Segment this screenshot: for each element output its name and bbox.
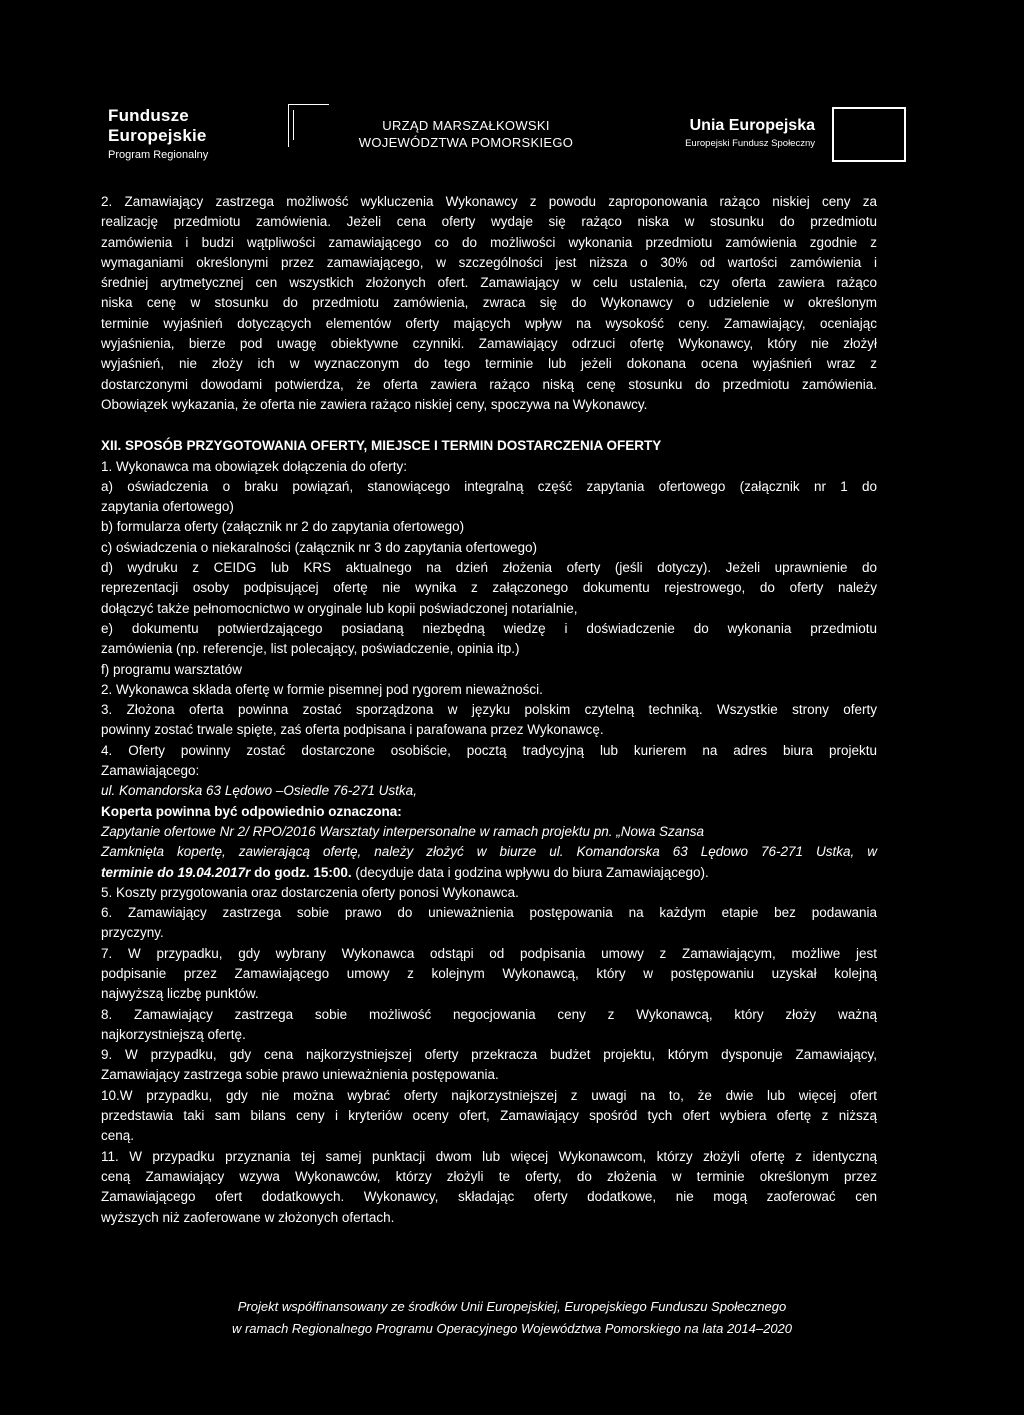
text-line: najkorzystniejszą ofertę. xyxy=(101,1026,246,1042)
text-line: wyjaśnień, nie złoży ich w wyznaczonym do tego terminie lub jeżeli dokonana ocena wyjaśnień wraz z xyxy=(101,356,877,372)
text-line: ceną Zamawiający wzywa Wykonawców, którzy złożyli te oferty, do złożenia w terminie określonym przez xyxy=(101,1168,877,1184)
text-line: reprezentacji osoby podpisującej ofertę nie wynika z załączonego dokumentu rejestrowego, do oferty należy xyxy=(101,580,877,596)
text-line: dołączyć także pełnomocnictwo w oryginale lub kopii poświadczonej notarialnie, xyxy=(101,600,578,616)
text-line: Zamawiający zastrzega sobie prawo unieważnienia postępowania. xyxy=(101,1067,499,1083)
text-line: przedstawia taki sam bilans ceny i kryteriów oceny ofert, Zamawiający spośród tych ofert wybiera ofertę z niższą xyxy=(101,1108,877,1124)
urzad-logo-bracket-inner xyxy=(293,110,294,140)
page-footer xyxy=(0,1296,1024,1340)
deadline-time: do godz. 15:00. xyxy=(250,864,352,880)
text-line: Zapytanie ofertowe Nr 2/ RPO/2016 Warsztaty interpersonalne w ramach projektu pn. „Nowa Szansa xyxy=(101,823,705,839)
footer-line1: Projekt współfinansowany ze środków Unii Europejskiej, Europejskiego Funduszu Społecznego xyxy=(237,1299,787,1314)
text-line: terminie wyjaśnień dotyczących elementów oferty mających wpływ na wysokość ceny. Zamawiający, oceniając xyxy=(101,315,877,331)
urzad-logo-line2: WOJEWÓDZTWA POMORSKIEGO xyxy=(358,135,574,150)
text-line: 5. Koszty przygotowania oraz dostarczenia oferty ponosi Wykonawca. xyxy=(101,884,519,900)
text-line: średniej arytmetycznej cen wszystkich złożonych ofert. Zamawiający w celu ustalenia, czy oferta zawiera rażąco xyxy=(101,275,877,291)
text-line: powinny zostać trwale spięte, zaś oferta podpisana i parafowana przez Wykonawcę. xyxy=(101,722,604,738)
blank-line xyxy=(101,415,877,436)
text-line: 4. Oferty powinny zostać dostarczone osobiście, pocztą tradycyjną lub kurierem na adres biura projektu xyxy=(101,742,877,758)
text-line: zapytania ofertowego) xyxy=(101,499,234,515)
section-heading: XII. SPOSÓB PRZYGOTOWANIA OFERTY, MIEJSCE I TERMIN DOSTARCZENIA OFERTY xyxy=(101,438,662,454)
section-heading: Koperta powinna być odpowiednio oznaczona: xyxy=(101,803,402,819)
text-line: 2. Zamawiający zastrzega możliwość wykluczenia Wykonawcy z powodu zaproponowania rażąco niskiej ceny za xyxy=(101,194,877,209)
text-line: wyjaśnienia, bierze pod uwagę obiektywne czynniki. Zamawiający odrzuci ofertę Wykonawcy, który nie złożył xyxy=(101,336,877,352)
ue-logo-line1: Unia Europejska xyxy=(689,117,815,134)
text-line: 8. Zamawiający zastrzega sobie możliwość negocjowania ceny z Wykonawcą, który złoży ważną xyxy=(101,1006,877,1022)
page-header xyxy=(0,0,1024,190)
text-line: Zamawiającego: xyxy=(101,763,200,779)
urzad-marszalkowski-logo xyxy=(316,117,616,151)
text-line xyxy=(101,863,877,883)
text-line: b) formularza oferty (załącznik nr 2 do zapytania ofertowego) xyxy=(101,519,465,535)
fe-logo-line1: Fundusze xyxy=(108,106,189,125)
text-line: wymaganiami określonymi przez zamawiającego, w szczególności jest niższa o 30% od wartości zamówienia i xyxy=(101,254,877,270)
urzad-logo-line1: URZĄD MARSZAŁKOWSKI xyxy=(382,118,550,133)
text-line: 9. W przypadku, gdy cena najkorzystniejszej oferty przekracza budżet projektu, którym dysponuje Zamawiający, xyxy=(101,1047,877,1063)
unia-europejska-logo xyxy=(637,116,815,151)
text-line: 7. W przypadku, gdy wybrany Wykonawca odstąpi od podpisania umowy z Zamawiającym, możliwe jest xyxy=(101,945,877,961)
ue-logo-line2: Europejski Fundusz Społeczny xyxy=(685,138,815,149)
text-line: d) wydruku z CEIDG lub KRS aktualnego na dzień złożenia oferty (jeśli dotyczy). Jeżeli uprawnienie do xyxy=(101,560,877,576)
text-line: realizację przedmiotu zamówienia. Jeżeli cena oferty wydaje się rażąco niska w stosunku do przedmiotu xyxy=(101,214,877,230)
document-body xyxy=(101,192,877,1228)
text-line: Zamknięta kopertę, zawierającą ofertę, należy złożyć w biurze ul. Komandorska 63 Lędowo 76-271 Ustka, w xyxy=(101,844,877,860)
fundusze-europejskie-logo xyxy=(108,106,208,164)
text-line: e) dokumentu potwierdzającego posiadaną niezbędną wiedzę i doświadczenie do wykonania przedmiotu xyxy=(101,620,877,636)
text-line: 10.W przypadku, gdy nie można wybrać oferty najkorzystniejszej z uwagi na to, że dwie lub więcej ofert xyxy=(101,1087,877,1103)
fe-logo-line3: Program Regionalny xyxy=(108,149,209,161)
text-line: najwyższą liczbę punktów. xyxy=(101,986,259,1002)
text-line: ceną. xyxy=(101,1128,135,1144)
text-line: dostarczonymi dowodami potwierdza, że oferta zawiera rażąco niską cenę stosunku do przedmiotu zamówienia. xyxy=(101,376,877,392)
text-line: zamówienia i budzi wątpliwości zamawiającego co do możliwości wykonania przedmiotu zamówienia zgodnie z xyxy=(101,234,877,250)
text-line: Zamawiającego ofert dodatkowych. Wykonawcy, składając oferty dodatkowe, nie mogą zaoferować cen xyxy=(101,1189,877,1205)
deadline-date: terminie do 19.04.2017r xyxy=(101,864,251,880)
text-line: ul. Komandorska 63 Lędowo –Osiedle 76-271 Ustka, xyxy=(101,783,417,799)
text-line: zamówienia (np. referencje, list polecający, poświadczenie, opinia itp.) xyxy=(101,641,520,657)
text-line: 3. Złożona oferta powinna zostać sporządzona w języku polskim czytelną techniką. Wszystkie strony oferty xyxy=(101,702,877,718)
text-line: c) oświadczenia o niekaralności (załącznik nr 3 do zapytania ofertowego) xyxy=(101,539,537,555)
fe-logo-line2: Europejskie xyxy=(108,126,207,145)
text-line: 11. W przypadku przyznania tej samej punktacji dwom lub więcej Wykonawcom, którzy złożyli ofertę z identyczną xyxy=(101,1148,877,1164)
text-line: wyższych niż zaoferowane w złożonych ofertach. xyxy=(101,1209,395,1225)
eu-flag-icon xyxy=(832,107,906,162)
text-line: 6. Zamawiający zastrzega sobie prawo do unieważnienia postępowania na każdym etapie bez podawania xyxy=(101,905,877,921)
text-line: a) oświadczenia o braku powiązań, stanowiącego integralną część zapytania ofertowego (załącznik nr 1 do xyxy=(101,478,877,494)
text-line: 2. Wykonawca składa ofertę w formie pisemnej pod rygorem nieważności. xyxy=(101,681,543,697)
text-line: podpisanie przez Zamawiającego umowy z kolejnym Wykonawcą, który w postępowaniu uzyskał kolejną xyxy=(101,965,877,981)
text-line: f) programu warsztatów xyxy=(101,661,243,677)
text-line: Obowiązek wykazania, że oferta nie zawiera rażąco niskiej ceny, spoczywa na Wykonawcy. xyxy=(101,396,648,412)
text-line: niska cenę w stosunku do przedmiotu zamówienia, zwraca się do Wykonawcy o udzielenie w określonym xyxy=(101,295,877,311)
text-line: 1. Wykonawca ma obowiązek dołączenia do oferty: xyxy=(101,458,408,474)
footer-line2: w ramach Regionalnego Programu Operacyjnego Województwa Pomorskiego na lata 2014–2020 xyxy=(231,1321,793,1336)
deadline-note: (decyduje data i godzina wpływu do biura Zamawiającego). xyxy=(351,864,709,880)
text-line: przyczyny. xyxy=(101,925,164,941)
